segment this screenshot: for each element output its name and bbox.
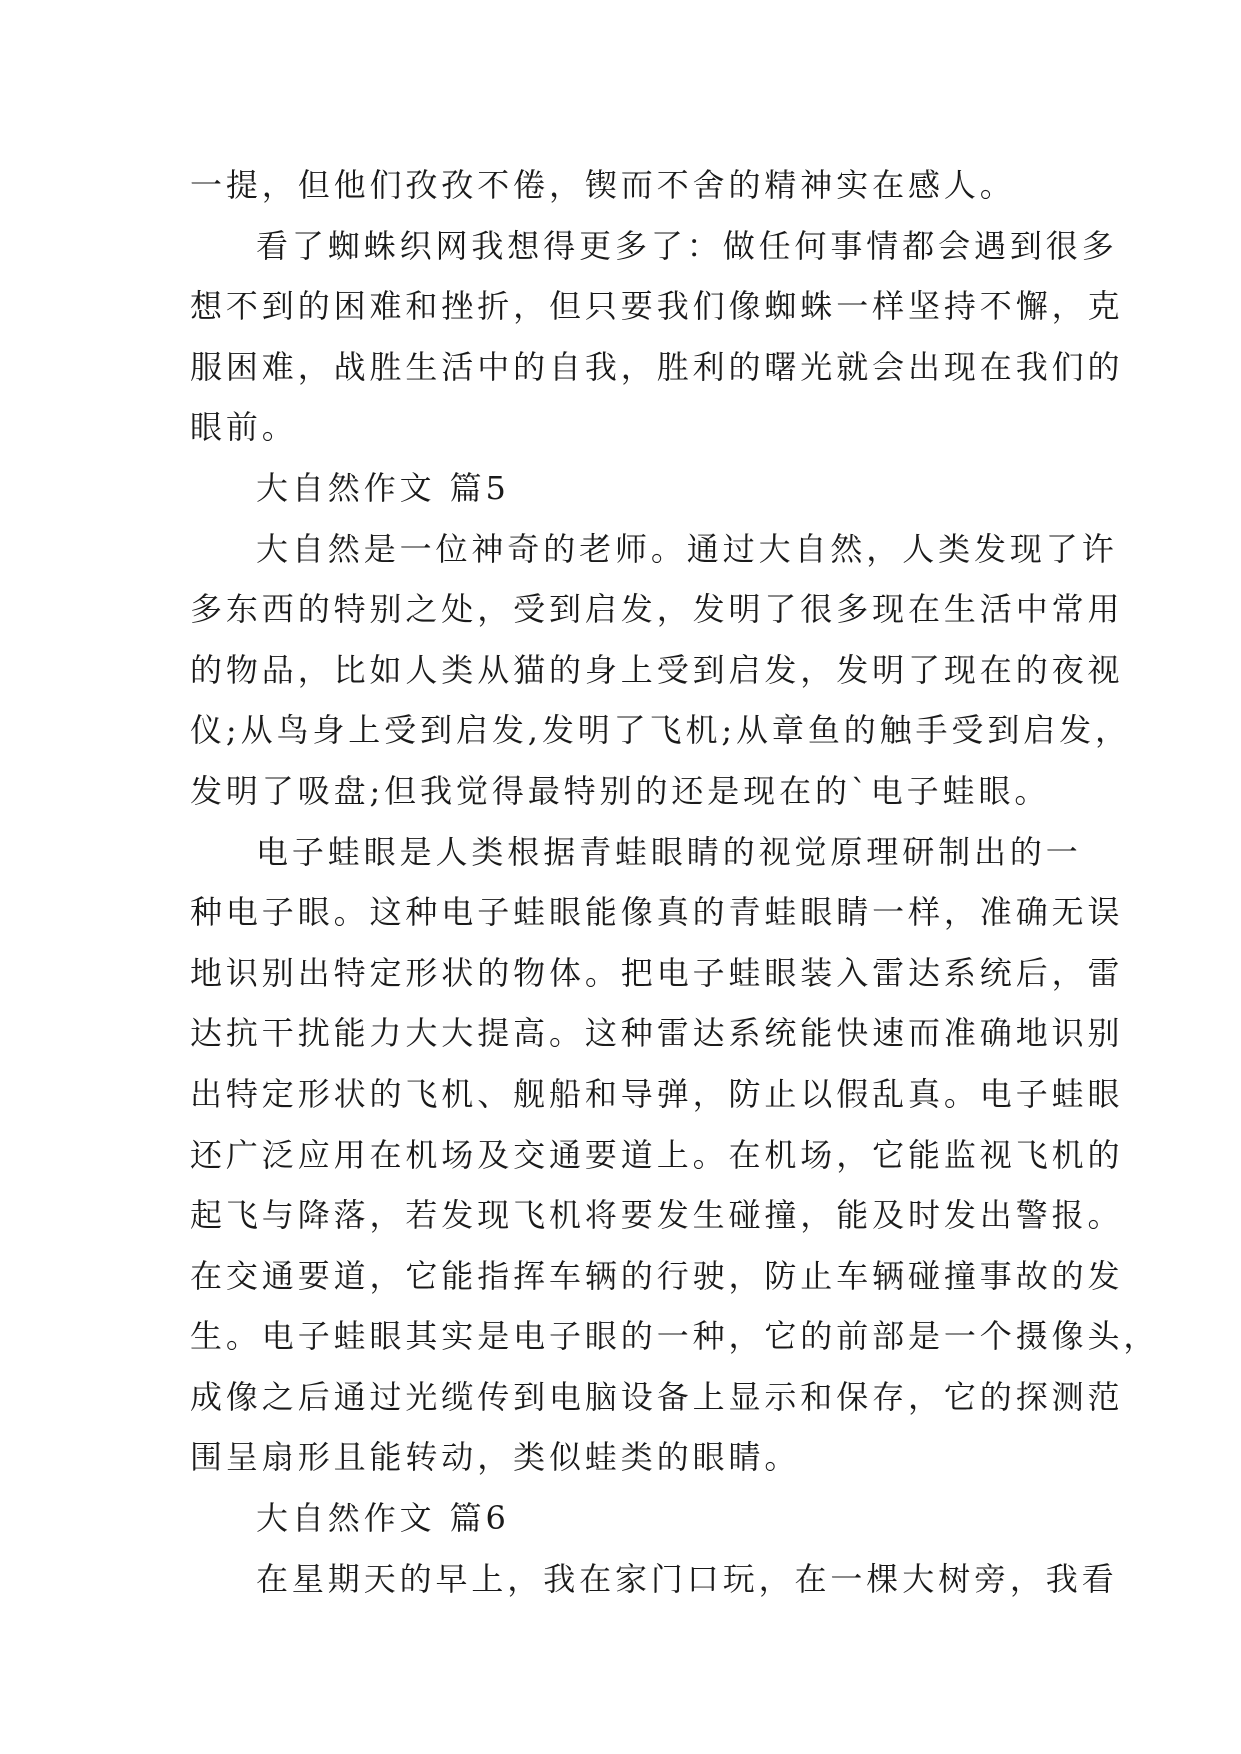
text-line: 达抗干扰能力大大提高。这种雷达系统能快速而准确地识别	[190, 1014, 1124, 1053]
text-line: 多东西的特别之处，受到启发，发明了很多现在生活中常用	[190, 590, 1124, 629]
text-line: 在星期天的早上，我在家门口玩，在一棵大树旁，我看	[256, 1559, 1118, 1598]
essay-text	[190, 155, 1160, 1609]
text-line: 地识别出特定形状的物体。把电子蛙眼装入雷达系统后，雷	[190, 953, 1124, 992]
text-line: 出特定形状的飞机、舰船和导弹，防止以假乱真。电子蛙眼	[190, 1074, 1124, 1113]
text-line: 想不到的困难和挫折，但只要我们像蜘蛛一样坚持不懈，克	[190, 287, 1124, 326]
text-line: 生。电子蛙眼其实是电子眼的一种，它的前部是一个摄像头，	[190, 1317, 1160, 1356]
text-line: 一提，但他们孜孜不倦，锲而不舍的精神实在感人。	[190, 166, 1016, 204]
text-line: 眼前。	[190, 408, 298, 447]
text-line: 种电子眼。这种电子蛙眼能像真的青蛙眼睛一样，准确无误	[190, 893, 1124, 932]
text-line: 起飞与降落，若发现飞机将要发生碰撞，能及时发出警报。	[190, 1196, 1124, 1235]
text-line: 服困难，战胜生活中的自我，胜利的曙光就会出现在我们的	[190, 347, 1124, 386]
text-line: 发明了吸盘;但我觉得最特别的还是现在的`电子蛙眼。	[190, 771, 1051, 810]
text-line: 的物品，比如人类从猫的身上受到启发，发明了现在的夜视	[190, 650, 1124, 689]
section-heading: 大自然作文 篇6	[256, 1499, 510, 1538]
section-heading: 大自然作文 篇5	[256, 468, 510, 507]
text-line: 围呈扇形且能转动，类似蛙类的眼睛。	[190, 1438, 801, 1477]
text-line: 成像之后通过光缆传到电脑设备上显示和保存，它的探测范	[190, 1377, 1124, 1416]
text-line: 仪;从鸟身上受到启发,发明了飞机;从章鱼的触手受到启发，	[190, 711, 1131, 750]
text-line: 看了蜘蛛织网我想得更多了：做任何事情都会遇到很多	[256, 226, 1118, 265]
text-line: 电子蛙眼是人类根据青蛙眼睛的视觉原理研制出的一	[256, 832, 1082, 871]
text-line: 大自然是一位神奇的老师。通过大自然，人类发现了许	[256, 529, 1118, 568]
text-line: 在交通要道，它能指挥车辆的行驶，防止车辆碰撞事故的发	[190, 1256, 1124, 1295]
text-line: 还广泛应用在机场及交通要道上。在机场，它能监视飞机的	[190, 1135, 1124, 1174]
